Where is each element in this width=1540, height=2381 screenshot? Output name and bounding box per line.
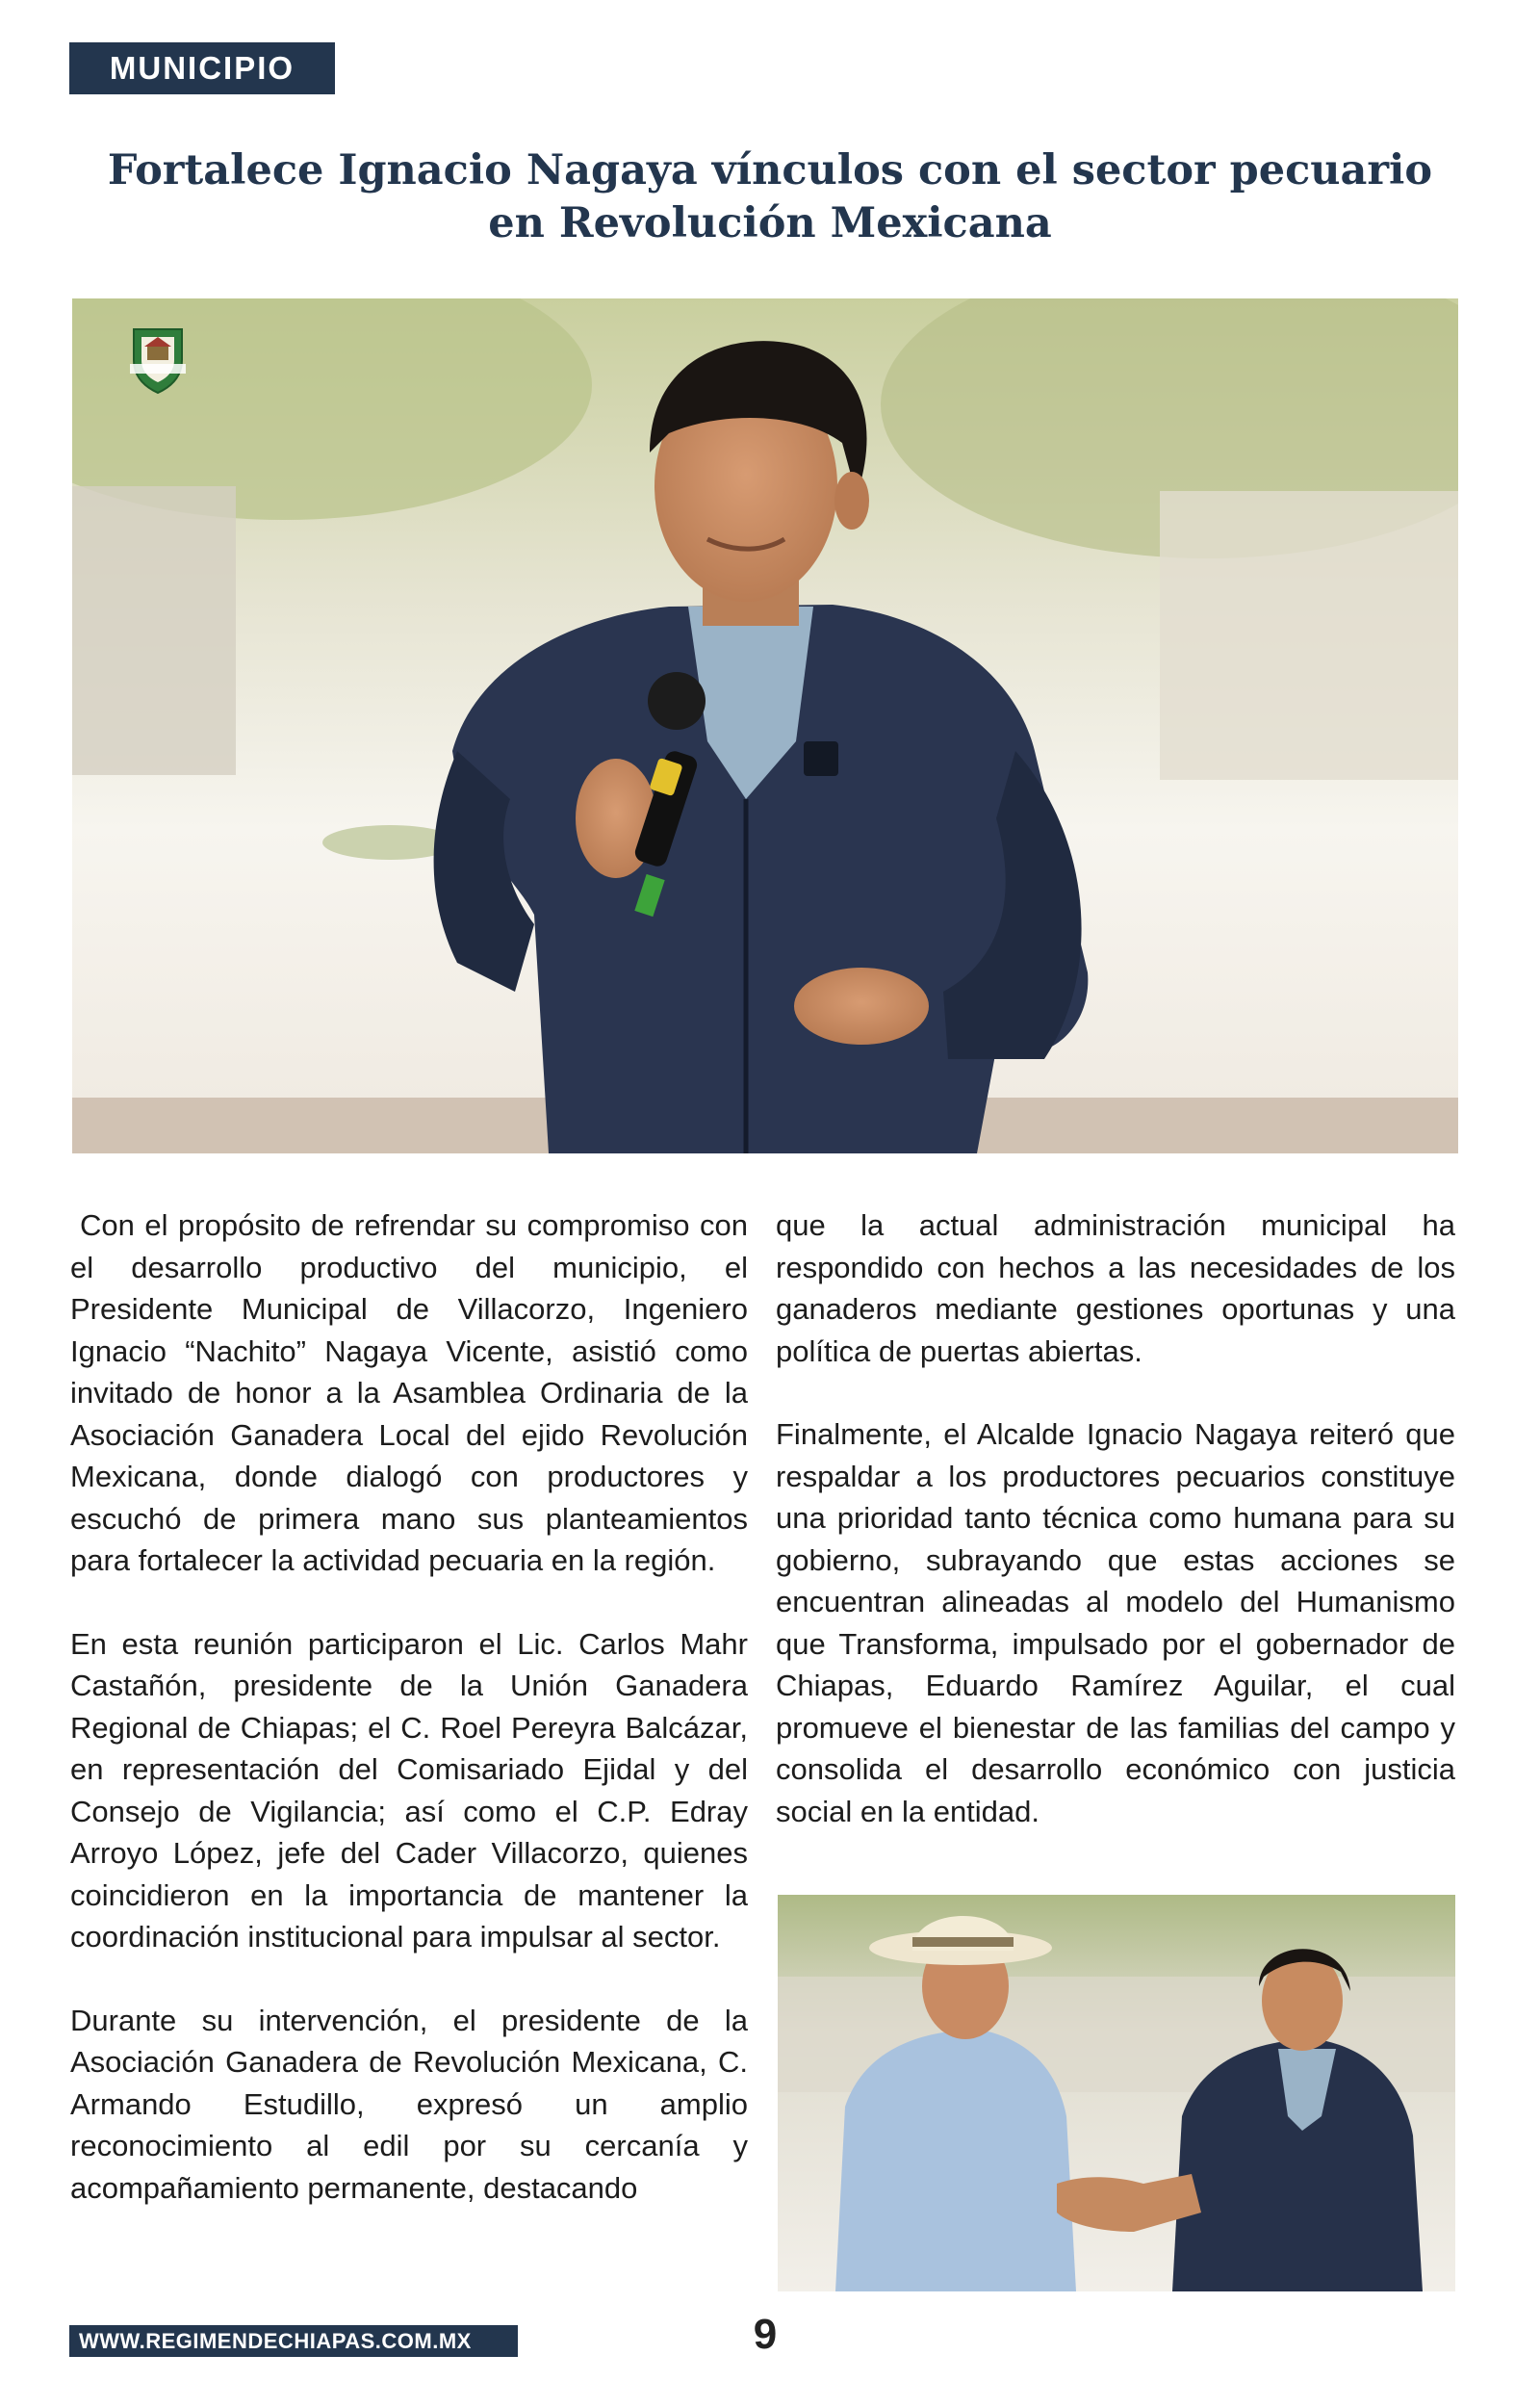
hero-photo bbox=[72, 298, 1458, 1153]
paragraph: Finalmente, el Alcalde Ignacio Nagaya reiteró que respaldar a los productores pecuarios constituye una prioridad tanto técnica como humana para su gobierno, subrayando que estas acciones se encuentran alineadas al modelo del Humanismo que Transforma, impulsado por el gobernador de Chiapas, Eduardo Ramírez Aguilar, el cual promueve el bienestar de las familias del campo y consolida el desarrollo económico con justicia social en la entidad. bbox=[776, 1417, 1455, 1828]
article-title: Fortalece Ignacio Nagaya vínculos con el sector pecuario en Revolución Mexicana bbox=[107, 146, 1433, 247]
article-right-column bbox=[776, 1204, 1455, 1874]
footer-website-url[interactable]: WWW.REGIMENDECHIAPAS.COM.MX bbox=[69, 2325, 518, 2357]
page-number: 9 bbox=[753, 2311, 778, 2358]
municipal-seal bbox=[128, 322, 188, 395]
paragraph: Durante su intervención, el presidente de la Asociación Ganadera de Revolución Mexicana, C. Armando Estudillo, expresó un amplio reconocimiento al edil por su cercanía y acompañamiento permanente, destacando bbox=[70, 2003, 748, 2205]
photo-man-speaking-microphone-icon bbox=[72, 298, 1458, 1153]
section-tag: MUNICIPIO bbox=[69, 42, 335, 94]
paragraph: que la actual administración municipal ha respondido con hechos a las necesidades de los ganaderos mediante gestiones oportunas y una política de puertas abiertas. bbox=[776, 1208, 1455, 1368]
paragraph: En esta reunión participaron el Lic. Carlos Mahr Castañón, presidente de la Unión Ganadera Regional de Chiapas; el C. Roel Pereyra Balcázar, en representación del Comisariado Ejidal y del Consejo de Vigilancia; así como el C.P. Edray Arroyo López, jefe del Cader Villacorzo, quienes coincidieron en la importancia de mantener la coordinación institucional para impulsar al sector. bbox=[70, 1626, 748, 1954]
paragraph: Con el propósito de refrendar su compromiso con el desarrollo productivo del municipio, el Presidente Municipal de Villacorzo, Ingeniero Ignacio “Nachito” Nagaya Vicente, asistió como invitado de honor a la Asamblea Ordinaria de la Asociación Ganadera Local del ejido Revolución Mexicana, donde dialogó con productores y escuchó de primera mano sus planteamientos para fortalecer la actividad pecuaria en la región. bbox=[70, 1208, 748, 1577]
article-left-column bbox=[70, 1204, 748, 2250]
municipal-seal-icon bbox=[128, 322, 188, 395]
handshake-photo bbox=[778, 1895, 1455, 2291]
photo-handshake-cowboy-hat-icon bbox=[778, 1895, 1455, 2291]
